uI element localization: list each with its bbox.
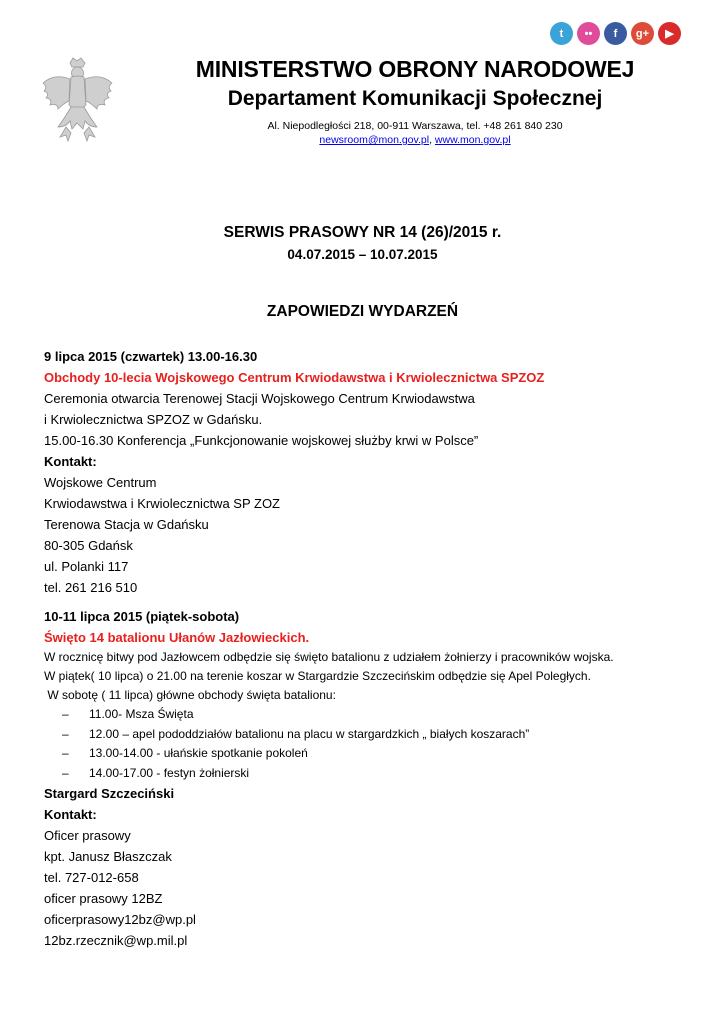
event1-date: 9 lipca 2015 (czwartek) 13.00-16.30 — [44, 349, 258, 364]
event1-contact-line: Krwiodawstwa i Krwiolecznictwa SP ZOZ — [44, 496, 280, 511]
event2-contact-line: oficerprasowy12bz@wp.pl — [44, 912, 196, 927]
event1-desc: i Krwiolecznictwa SPZOZ w Gdańsku. — [44, 412, 263, 427]
event1-contact-line: 80-305 Gdańsk — [44, 538, 133, 553]
ministry-title: MINISTERSTWO OBRONY NARODOWEJ — [195, 56, 635, 82]
facebook-icon[interactable]: f — [604, 22, 627, 45]
social-icons — [550, 22, 681, 45]
link-separator: , — [429, 134, 435, 146]
event1-contact-line: Terenowa Stacja w Gdańsku — [44, 517, 209, 532]
event2-place: Stargard Szczeciński — [44, 786, 175, 801]
serwis-dates: 04.07.2015 – 10.07.2015 — [287, 247, 438, 262]
event1-desc: 15.00-16.30 Konferencja „Funkcjonowanie wojskowej służby krwi w Polsce” — [44, 433, 479, 448]
event1-contact-label: Kontakt: — [44, 454, 97, 469]
list-item: – 13.00-14.00 - ułańskie spotkanie pokoleń — [62, 746, 308, 760]
serwis-title: SERWIS PRASOWY NR 14 (26)/2015 r. — [223, 224, 502, 241]
event2-contact-line: tel. 727-012-658 — [44, 870, 139, 885]
department-title: Departament Komunikacji Społecznej — [227, 87, 603, 110]
event2-contact-line: 12bz.rzecznik@wp.mil.pl — [44, 933, 188, 948]
document-body — [44, 346, 694, 951]
event2-desc: W sobotę ( 11 lipca) główne obchody święta batalionu: — [44, 688, 336, 702]
event2-name: Święto 14 batalionu Ułanów Jazłowieckich. — [44, 630, 310, 645]
event1-desc: Ceremonia otwarcia Terenowej Stacji Wojskowego Centrum Krwiodawstwa — [44, 391, 475, 406]
event2-desc: W piątek( 10 lipca) o 21.00 na terenie koszar w Stargardzie Szczecińskim odbędzie się Apel Poległych. — [44, 669, 591, 683]
email-link[interactable]: newsroom@mon.gov.pl — [319, 134, 430, 146]
website-link[interactable]: www.mon.gov.pl — [434, 134, 511, 146]
twitter-icon[interactable]: t — [550, 22, 573, 45]
event2-schedule — [44, 705, 694, 783]
list-item: – 14.00-17.00 - festyn żołnierski — [62, 765, 250, 780]
address-line: Al. Niepodległości 218, 00-911 Warszawa, tel. +48 261 840 230 — [267, 120, 563, 132]
event2-contact-line: kpt. Janusz Błaszczak — [44, 849, 172, 864]
list-item: – 11.00- Msza Święta — [62, 707, 194, 721]
list-item: – 12.00 – apel pododdziałów batalionu na placu w stargardzkich „ białych koszarach” — [62, 726, 530, 741]
event1-contact-line: tel. 261 216 510 — [44, 580, 138, 595]
event2-contact-label: Kontakt: — [44, 807, 97, 822]
event2-contact-line: oficer prasowy 12BZ — [44, 891, 163, 906]
event1-contact-line: Wojskowe Centrum — [44, 475, 157, 490]
event1-name: Obchody 10-lecia Wojskowego Centrum Krwiodawstwa i Krwiolecznictwa SPZOZ — [44, 370, 545, 385]
event2-contact-line: Oficer prasowy — [44, 828, 131, 843]
contact-links — [145, 134, 685, 146]
section-title: ZAPOWIEDZI WYDARZEŃ — [266, 303, 459, 320]
youtube-icon[interactable]: ▶ — [658, 22, 681, 45]
eagle-emblem-icon — [40, 57, 115, 142]
event2-date: 10-11 lipca 2015 (piątek-sobota) — [44, 609, 240, 624]
googleplus-icon[interactable]: g+ — [631, 22, 654, 45]
event2-desc: W rocznicę bitwy pod Jazłowcem odbędzie się święto batalionu z udziałem żołnierzy i pracowników wojska. — [44, 650, 614, 664]
flickr-icon[interactable]: •• — [577, 22, 600, 45]
event1-contact-line: ul. Polanki 117 — [44, 559, 129, 574]
